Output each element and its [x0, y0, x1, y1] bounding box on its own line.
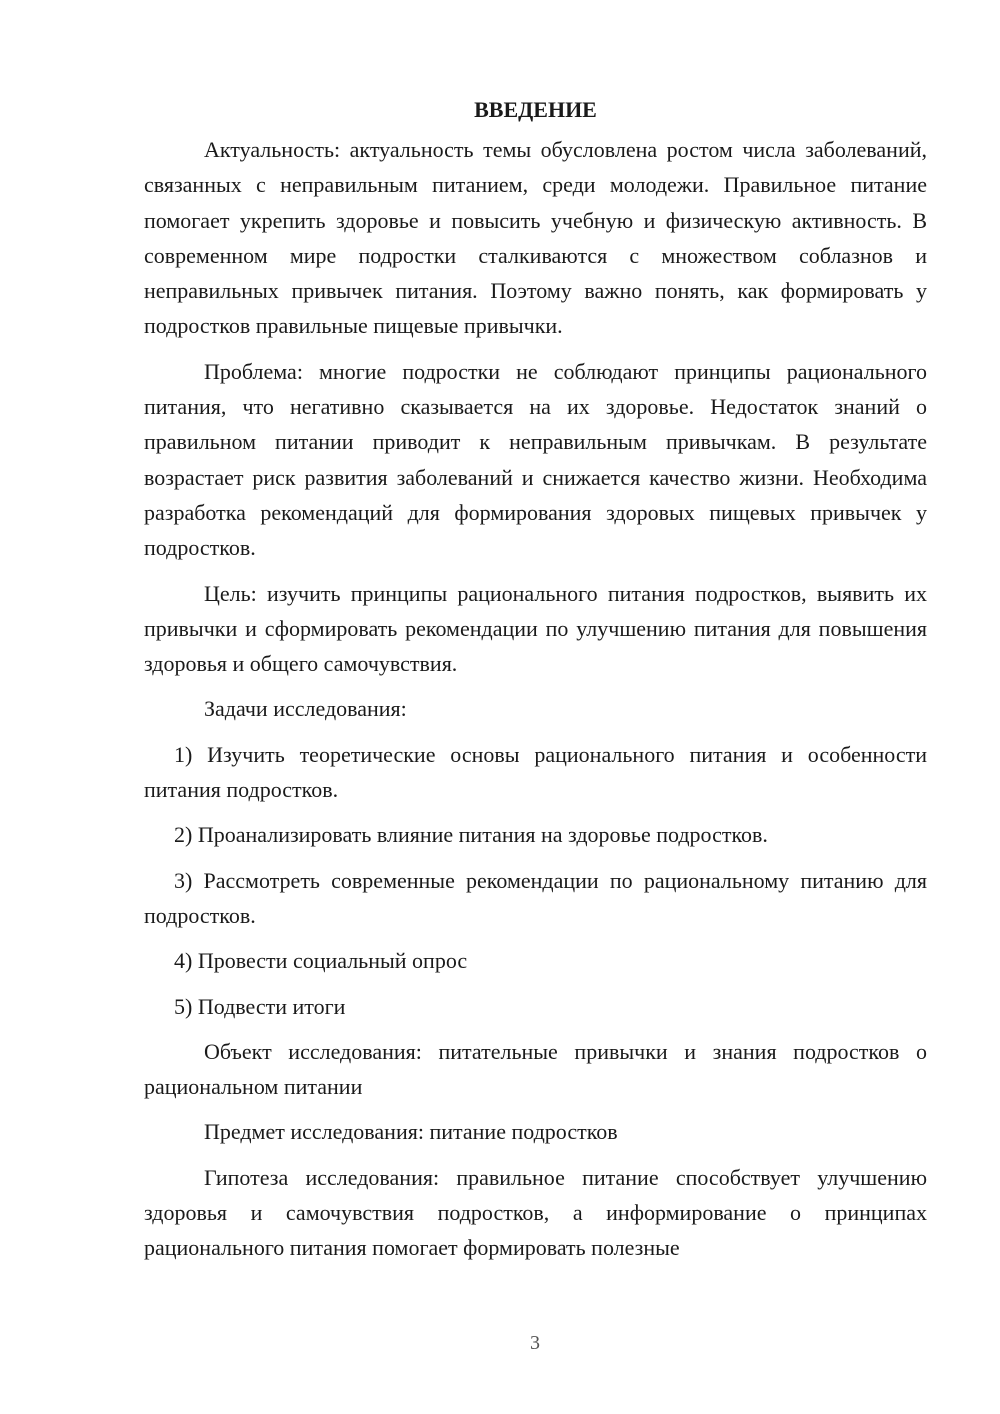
- relevance-paragraph: Актуальность: актуальность темы обусловлена ростом числа заболеваний, связанных с неправильным питанием, среди молодежи. Правильное питание помогает укрепить здоровье и повысить учебную и физическую активность. В современном мире подростки сталкиваются с множеством соблазнов и неправильных привычек питания. Поэтому важно понять, как формировать у подростков правильные пищевые привычки.: [144, 137, 927, 339]
- subject-paragraph: Предмет исследования: питание подростков: [204, 1119, 618, 1145]
- hypothesis-paragraph: Гипотеза исследования: правильное питание способствует улучшению здоровья и самочувствия подростков, а информирование о принципах рационального питания помогает формировать полезные: [144, 1164, 927, 1261]
- task-item-2: 2) Проанализировать влияние питания на здоровье подростков.: [174, 822, 768, 848]
- page-number: 3: [530, 1332, 540, 1354]
- task-item-1: 1) Изучить теоретические основы рационального питания и особенности питания подростков.: [144, 741, 927, 803]
- task-item-4: 4) Провести социальный опрос: [174, 948, 468, 974]
- problem-paragraph: Проблема: многие подростки не соблюдают принципы рационального питания, что негативно сказывается на их здоровье. Недостаток знаний о правильном питании приводит к неправильным привычкам. В результате возрастает риск развития заболеваний и снижается качество жизни. Необходима разработка рекомендаций для формирования здоровых пищевых привычек у подростков.: [144, 358, 927, 561]
- page-title: ВВЕДЕНИЕ: [474, 97, 597, 122]
- tasks-heading: Задачи исследования:: [204, 696, 407, 722]
- goal-paragraph: Цель: изучить принципы рационального питания подростков, выявить их привычки и сформировать рекомендации по улучшению питания для повышения здоровья и общего самочувствия.: [144, 580, 927, 677]
- document-body: [144, 92, 927, 1266]
- task-item-5: 5) Подвести итоги: [174, 993, 346, 1019]
- object-paragraph: Объект исследования: питательные привычки и знания подростков о рациональном питании: [144, 1038, 927, 1100]
- task-item-3: 3) Рассмотреть современные рекомендации по рациональному питанию для подростков.: [144, 867, 927, 928]
